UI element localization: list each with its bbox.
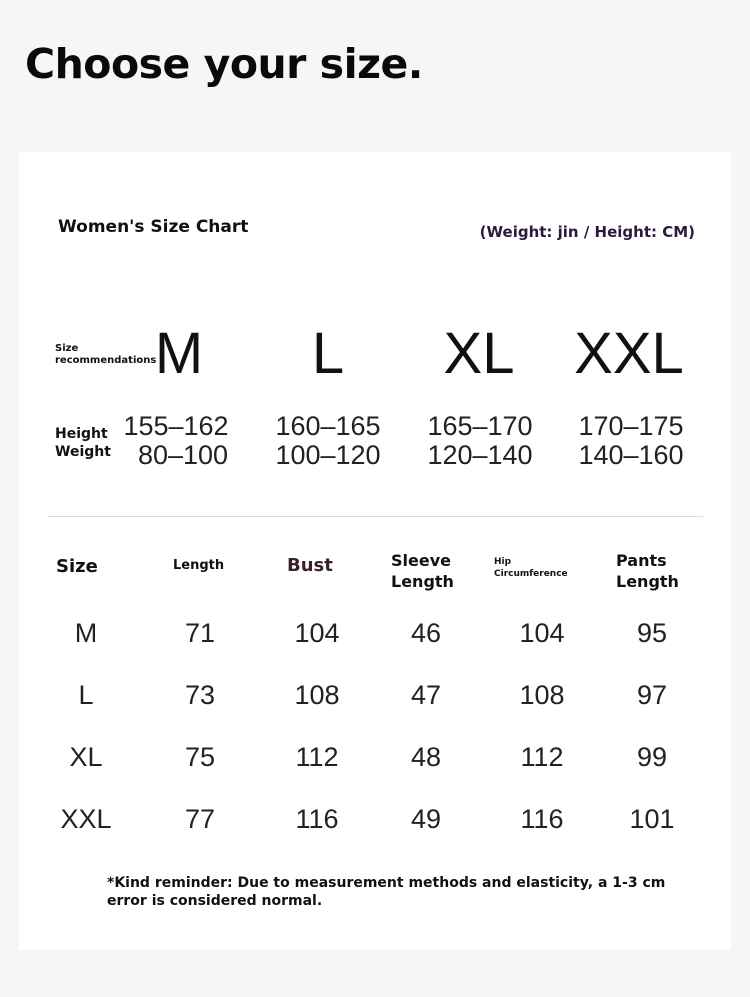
chart-title: Women's Size Chart — [58, 217, 249, 237]
rec-weight-xl: 120–140 — [427, 440, 533, 470]
cell-length: 71 — [184, 618, 216, 648]
height-label: Height — [55, 426, 108, 442]
header-sleeve-length — [391, 550, 454, 592]
rec-size-m: M — [154, 321, 204, 386]
header-pants-line2: Length — [616, 572, 679, 591]
rec-height-xxl: 170–175 — [578, 411, 684, 441]
header-hip-circumference — [494, 556, 568, 580]
cell-bust: 112 — [295, 742, 339, 772]
cell-bust: 116 — [295, 804, 339, 834]
cell-sleeve: 46 — [410, 618, 442, 648]
cell-pants: 99 — [636, 742, 668, 772]
cell-pants: 97 — [636, 680, 668, 710]
cell-size: XL — [69, 742, 103, 772]
rec-weight-xxl: 140–160 — [578, 440, 684, 470]
cell-length: 75 — [184, 742, 216, 772]
cell-hip: 108 — [519, 680, 565, 710]
weight-label: Weight — [55, 444, 111, 460]
header-length: Length — [173, 558, 225, 573]
rec-height-l: 160–165 — [275, 411, 381, 441]
cell-length: 77 — [184, 804, 216, 834]
header-pants-line1: Pants — [616, 551, 667, 570]
header-sleeve-line2: Length — [391, 572, 454, 591]
rec-weight-l: 100–120 — [275, 440, 381, 470]
cell-hip: 112 — [520, 742, 564, 772]
cell-hip: 104 — [519, 618, 565, 648]
kind-reminder-note: *Kind reminder: Due to measurement methods and elasticity, a 1-3 cm error is considered normal. — [107, 875, 666, 909]
unit-note: (Weight: jin / Height: CM) — [479, 223, 695, 241]
header-hip-line2: Circumference — [494, 569, 568, 579]
cell-pants: 101 — [629, 804, 675, 834]
size-recommendations-label: Size recommendations — [55, 343, 157, 366]
cell-hip: 116 — [520, 804, 564, 834]
rec-weight-m: 80–100 — [137, 440, 229, 470]
rec-height-xl: 165–170 — [427, 411, 533, 441]
cell-size: L — [78, 680, 94, 710]
cell-bust: 104 — [294, 618, 340, 648]
cell-sleeve: 48 — [410, 742, 442, 772]
cell-size: M — [74, 618, 98, 648]
page-heading: Choose your size. — [25, 40, 423, 88]
size-chart-card — [19, 152, 731, 950]
section-divider — [47, 516, 703, 517]
header-sleeve-line1: Sleeve — [391, 551, 451, 570]
header-hip-line1: Hip — [494, 557, 512, 567]
cell-bust: 108 — [294, 680, 340, 710]
header-pants-length — [616, 550, 679, 592]
rec-height-m: 155–162 — [123, 411, 229, 441]
cell-length: 73 — [184, 680, 216, 710]
cell-size: XXL — [60, 804, 112, 834]
cell-sleeve: 47 — [410, 680, 442, 710]
header-bust: Bust — [287, 555, 333, 576]
header-size: Size — [56, 556, 98, 577]
cell-pants: 95 — [636, 618, 668, 648]
cell-sleeve: 49 — [410, 804, 442, 834]
rec-size-xxl: XXL — [574, 321, 684, 386]
rec-size-l: L — [311, 321, 345, 386]
rec-size-xl: XL — [443, 321, 515, 386]
